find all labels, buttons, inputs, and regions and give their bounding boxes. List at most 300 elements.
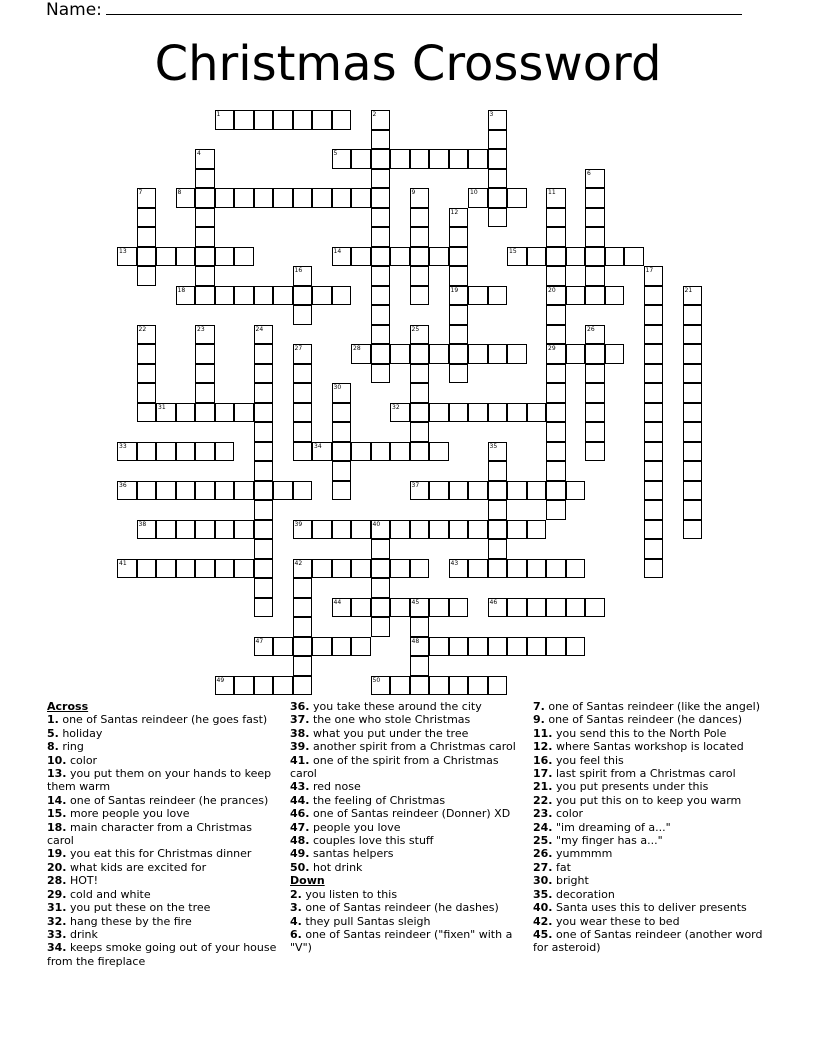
grid-cell[interactable] bbox=[683, 481, 703, 501]
grid-cell[interactable] bbox=[449, 481, 469, 501]
grid-cell[interactable] bbox=[566, 247, 586, 267]
grid-cell[interactable] bbox=[332, 403, 352, 423]
grid-cell[interactable] bbox=[195, 344, 215, 364]
grid-cell[interactable] bbox=[332, 286, 352, 306]
grid-cell[interactable] bbox=[254, 578, 274, 598]
grid-cell[interactable] bbox=[488, 676, 508, 696]
grid-cell[interactable] bbox=[449, 266, 469, 286]
grid-cell[interactable] bbox=[507, 247, 527, 267]
grid-cell[interactable] bbox=[585, 208, 605, 228]
grid-cell[interactable] bbox=[293, 383, 313, 403]
grid-cell[interactable] bbox=[254, 383, 274, 403]
grid-cell[interactable] bbox=[546, 383, 566, 403]
grid-cell[interactable] bbox=[332, 247, 352, 267]
grid-cell[interactable] bbox=[546, 208, 566, 228]
grid-cell[interactable] bbox=[683, 286, 703, 306]
grid-cell[interactable] bbox=[429, 442, 449, 462]
grid-cell[interactable] bbox=[293, 598, 313, 618]
grid-cell[interactable] bbox=[410, 227, 430, 247]
grid-cell[interactable] bbox=[156, 442, 176, 462]
grid-cell[interactable] bbox=[683, 403, 703, 423]
grid-cell[interactable] bbox=[234, 110, 254, 130]
grid-cell[interactable] bbox=[410, 188, 430, 208]
grid-cell[interactable] bbox=[332, 520, 352, 540]
grid-cell[interactable] bbox=[410, 676, 430, 696]
grid-cell[interactable] bbox=[605, 286, 625, 306]
grid-cell[interactable] bbox=[390, 403, 410, 423]
grid-cell[interactable] bbox=[137, 442, 157, 462]
grid-cell[interactable] bbox=[449, 208, 469, 228]
grid-cell[interactable] bbox=[273, 188, 293, 208]
grid-cell[interactable] bbox=[293, 110, 313, 130]
grid-cell[interactable] bbox=[585, 422, 605, 442]
grid-cell[interactable] bbox=[683, 325, 703, 345]
grid-cell[interactable] bbox=[156, 247, 176, 267]
grid-cell[interactable] bbox=[429, 344, 449, 364]
grid-cell[interactable] bbox=[293, 344, 313, 364]
grid-cell[interactable] bbox=[546, 403, 566, 423]
grid-cell[interactable] bbox=[644, 364, 664, 384]
grid-cell[interactable] bbox=[332, 637, 352, 657]
grid-cell[interactable] bbox=[449, 364, 469, 384]
grid-cell[interactable] bbox=[566, 481, 586, 501]
grid-cell[interactable] bbox=[293, 422, 313, 442]
grid-cell[interactable] bbox=[546, 344, 566, 364]
grid-cell[interactable] bbox=[371, 110, 391, 130]
grid-cell[interactable] bbox=[644, 344, 664, 364]
grid-cell[interactable] bbox=[176, 403, 196, 423]
grid-cell[interactable] bbox=[507, 403, 527, 423]
grid-cell[interactable] bbox=[176, 481, 196, 501]
grid-cell[interactable] bbox=[488, 637, 508, 657]
grid-cell[interactable] bbox=[410, 403, 430, 423]
grid-cell[interactable] bbox=[254, 559, 274, 579]
grid-cell[interactable] bbox=[351, 149, 371, 169]
grid-cell[interactable] bbox=[156, 403, 176, 423]
grid-cell[interactable] bbox=[351, 247, 371, 267]
grid-cell[interactable] bbox=[507, 520, 527, 540]
grid-cell[interactable] bbox=[254, 110, 274, 130]
grid-cell[interactable] bbox=[644, 559, 664, 579]
grid-cell[interactable] bbox=[351, 442, 371, 462]
grid-cell[interactable] bbox=[468, 637, 488, 657]
grid-cell[interactable] bbox=[644, 383, 664, 403]
grid-cell[interactable] bbox=[137, 344, 157, 364]
grid-cell[interactable] bbox=[683, 461, 703, 481]
grid-cell[interactable] bbox=[507, 481, 527, 501]
grid-cell[interactable] bbox=[585, 169, 605, 189]
grid-cell[interactable] bbox=[429, 247, 449, 267]
grid-cell[interactable] bbox=[585, 227, 605, 247]
grid-cell[interactable] bbox=[488, 208, 508, 228]
grid-cell[interactable] bbox=[683, 422, 703, 442]
grid-cell[interactable] bbox=[351, 559, 371, 579]
grid-cell[interactable] bbox=[410, 364, 430, 384]
grid-cell[interactable] bbox=[176, 188, 196, 208]
grid-cell[interactable] bbox=[566, 598, 586, 618]
grid-cell[interactable] bbox=[390, 598, 410, 618]
grid-cell[interactable] bbox=[429, 403, 449, 423]
grid-cell[interactable] bbox=[254, 520, 274, 540]
grid-cell[interactable] bbox=[410, 481, 430, 501]
grid-cell[interactable] bbox=[332, 461, 352, 481]
grid-cell[interactable] bbox=[195, 442, 215, 462]
grid-cell[interactable] bbox=[410, 598, 430, 618]
grid-cell[interactable] bbox=[507, 559, 527, 579]
grid-cell[interactable] bbox=[371, 559, 391, 579]
grid-cell[interactable] bbox=[137, 403, 157, 423]
grid-cell[interactable] bbox=[546, 481, 566, 501]
grid-cell[interactable] bbox=[410, 383, 430, 403]
grid-cell[interactable] bbox=[507, 344, 527, 364]
grid-cell[interactable] bbox=[332, 110, 352, 130]
grid-cell[interactable] bbox=[546, 266, 566, 286]
grid-cell[interactable] bbox=[254, 344, 274, 364]
grid-cell[interactable] bbox=[585, 247, 605, 267]
grid-cell[interactable] bbox=[195, 481, 215, 501]
grid-cell[interactable] bbox=[507, 637, 527, 657]
grid-cell[interactable] bbox=[488, 461, 508, 481]
grid-cell[interactable] bbox=[137, 520, 157, 540]
grid-cell[interactable] bbox=[351, 344, 371, 364]
grid-cell[interactable] bbox=[371, 266, 391, 286]
grid-cell[interactable] bbox=[449, 149, 469, 169]
grid-cell[interactable] bbox=[488, 169, 508, 189]
grid-cell[interactable] bbox=[371, 325, 391, 345]
grid-cell[interactable] bbox=[546, 325, 566, 345]
grid-cell[interactable] bbox=[605, 247, 625, 267]
grid-cell[interactable] bbox=[566, 286, 586, 306]
grid-cell[interactable] bbox=[371, 617, 391, 637]
grid-cell[interactable] bbox=[468, 559, 488, 579]
grid-cell[interactable] bbox=[410, 208, 430, 228]
grid-cell[interactable] bbox=[683, 364, 703, 384]
grid-cell[interactable] bbox=[312, 442, 332, 462]
grid-cell[interactable] bbox=[644, 422, 664, 442]
grid-cell[interactable] bbox=[507, 188, 527, 208]
grid-cell[interactable] bbox=[293, 364, 313, 384]
grid-cell[interactable] bbox=[644, 266, 664, 286]
grid-cell[interactable] bbox=[195, 325, 215, 345]
grid-cell[interactable] bbox=[371, 169, 391, 189]
grid-cell[interactable] bbox=[254, 539, 274, 559]
grid-cell[interactable] bbox=[410, 442, 430, 462]
grid-cell[interactable] bbox=[254, 422, 274, 442]
grid-cell[interactable] bbox=[137, 266, 157, 286]
grid-cell[interactable] bbox=[546, 188, 566, 208]
grid-cell[interactable] bbox=[215, 110, 235, 130]
grid-cell[interactable] bbox=[371, 227, 391, 247]
grid-cell[interactable] bbox=[195, 208, 215, 228]
grid-cell[interactable] bbox=[390, 149, 410, 169]
grid-cell[interactable] bbox=[234, 481, 254, 501]
grid-cell[interactable] bbox=[312, 520, 332, 540]
grid-cell[interactable] bbox=[156, 520, 176, 540]
grid-cell[interactable] bbox=[449, 637, 469, 657]
grid-cell[interactable] bbox=[215, 676, 235, 696]
grid-cell[interactable] bbox=[390, 676, 410, 696]
grid-cell[interactable] bbox=[312, 110, 332, 130]
grid-cell[interactable] bbox=[215, 520, 235, 540]
grid-cell[interactable] bbox=[585, 403, 605, 423]
grid-cell[interactable] bbox=[312, 559, 332, 579]
grid-cell[interactable] bbox=[585, 286, 605, 306]
grid-cell[interactable] bbox=[293, 676, 313, 696]
grid-cell[interactable] bbox=[488, 344, 508, 364]
grid-cell[interactable] bbox=[585, 364, 605, 384]
grid-cell[interactable] bbox=[293, 656, 313, 676]
grid-cell[interactable] bbox=[371, 149, 391, 169]
grid-cell[interactable] bbox=[117, 442, 137, 462]
grid-cell[interactable] bbox=[254, 286, 274, 306]
grid-cell[interactable] bbox=[410, 247, 430, 267]
grid-cell[interactable] bbox=[176, 442, 196, 462]
grid-cell[interactable] bbox=[566, 637, 586, 657]
grid-cell[interactable] bbox=[644, 461, 664, 481]
grid-cell[interactable] bbox=[546, 461, 566, 481]
grid-cell[interactable] bbox=[215, 188, 235, 208]
grid-cell[interactable] bbox=[234, 188, 254, 208]
grid-cell[interactable] bbox=[234, 520, 254, 540]
grid-cell[interactable] bbox=[429, 637, 449, 657]
grid-cell[interactable] bbox=[273, 676, 293, 696]
grid-cell[interactable] bbox=[390, 247, 410, 267]
grid-cell[interactable] bbox=[176, 559, 196, 579]
grid-cell[interactable] bbox=[117, 559, 137, 579]
grid-cell[interactable] bbox=[215, 403, 235, 423]
grid-cell[interactable] bbox=[195, 403, 215, 423]
grid-cell[interactable] bbox=[546, 286, 566, 306]
grid-cell[interactable] bbox=[449, 344, 469, 364]
grid-cell[interactable] bbox=[488, 442, 508, 462]
grid-cell[interactable] bbox=[488, 539, 508, 559]
grid-cell[interactable] bbox=[644, 442, 664, 462]
grid-cell[interactable] bbox=[546, 227, 566, 247]
grid-cell[interactable] bbox=[644, 286, 664, 306]
grid-cell[interactable] bbox=[605, 344, 625, 364]
grid-cell[interactable] bbox=[215, 442, 235, 462]
grid-cell[interactable] bbox=[488, 598, 508, 618]
grid-cell[interactable] bbox=[332, 149, 352, 169]
grid-cell[interactable] bbox=[293, 559, 313, 579]
grid-cell[interactable] bbox=[371, 598, 391, 618]
grid-cell[interactable] bbox=[254, 325, 274, 345]
grid-cell[interactable] bbox=[371, 130, 391, 150]
grid-cell[interactable] bbox=[293, 481, 313, 501]
grid-cell[interactable] bbox=[137, 325, 157, 345]
grid-cell[interactable] bbox=[527, 559, 547, 579]
grid-cell[interactable] bbox=[585, 188, 605, 208]
grid-cell[interactable] bbox=[254, 442, 274, 462]
grid-cell[interactable] bbox=[527, 403, 547, 423]
grid-cell[interactable] bbox=[293, 637, 313, 657]
grid-cell[interactable] bbox=[293, 520, 313, 540]
grid-cell[interactable] bbox=[293, 266, 313, 286]
grid-cell[interactable] bbox=[585, 598, 605, 618]
grid-cell[interactable] bbox=[371, 539, 391, 559]
grid-cell[interactable] bbox=[195, 169, 215, 189]
grid-cell[interactable] bbox=[137, 188, 157, 208]
grid-cell[interactable] bbox=[410, 656, 430, 676]
grid-cell[interactable] bbox=[410, 344, 430, 364]
grid-cell[interactable] bbox=[488, 559, 508, 579]
grid-cell[interactable] bbox=[390, 520, 410, 540]
grid-cell[interactable] bbox=[468, 188, 488, 208]
grid-cell[interactable] bbox=[332, 598, 352, 618]
grid-cell[interactable] bbox=[293, 617, 313, 637]
grid-cell[interactable] bbox=[585, 383, 605, 403]
grid-cell[interactable] bbox=[254, 461, 274, 481]
grid-cell[interactable] bbox=[585, 344, 605, 364]
grid-cell[interactable] bbox=[195, 559, 215, 579]
grid-cell[interactable] bbox=[254, 676, 274, 696]
grid-cell[interactable] bbox=[585, 442, 605, 462]
grid-cell[interactable] bbox=[332, 442, 352, 462]
grid-cell[interactable] bbox=[546, 247, 566, 267]
grid-cell[interactable] bbox=[390, 344, 410, 364]
grid-cell[interactable] bbox=[293, 403, 313, 423]
grid-cell[interactable] bbox=[332, 383, 352, 403]
grid-cell[interactable] bbox=[683, 344, 703, 364]
grid-cell[interactable] bbox=[527, 520, 547, 540]
grid-cell[interactable] bbox=[683, 305, 703, 325]
grid-cell[interactable] bbox=[195, 286, 215, 306]
grid-cell[interactable] bbox=[449, 305, 469, 325]
grid-cell[interactable] bbox=[254, 481, 274, 501]
grid-cell[interactable] bbox=[254, 364, 274, 384]
grid-cell[interactable] bbox=[371, 344, 391, 364]
grid-cell[interactable] bbox=[273, 637, 293, 657]
grid-cell[interactable] bbox=[449, 403, 469, 423]
grid-cell[interactable] bbox=[546, 305, 566, 325]
grid-cell[interactable] bbox=[488, 188, 508, 208]
grid-cell[interactable] bbox=[156, 481, 176, 501]
grid-cell[interactable] bbox=[137, 364, 157, 384]
grid-cell[interactable] bbox=[429, 676, 449, 696]
grid-cell[interactable] bbox=[468, 286, 488, 306]
grid-cell[interactable] bbox=[390, 442, 410, 462]
grid-cell[interactable] bbox=[312, 188, 332, 208]
grid-cell[interactable] bbox=[429, 520, 449, 540]
grid-cell[interactable] bbox=[293, 188, 313, 208]
grid-cell[interactable] bbox=[683, 383, 703, 403]
grid-cell[interactable] bbox=[273, 286, 293, 306]
grid-cell[interactable] bbox=[312, 637, 332, 657]
grid-cell[interactable] bbox=[195, 247, 215, 267]
grid-cell[interactable] bbox=[137, 208, 157, 228]
grid-cell[interactable] bbox=[644, 539, 664, 559]
grid-cell[interactable] bbox=[585, 266, 605, 286]
grid-cell[interactable] bbox=[410, 422, 430, 442]
grid-cell[interactable] bbox=[293, 578, 313, 598]
grid-cell[interactable] bbox=[312, 286, 332, 306]
grid-cell[interactable] bbox=[215, 247, 235, 267]
grid-cell[interactable] bbox=[410, 559, 430, 579]
grid-cell[interactable] bbox=[488, 149, 508, 169]
grid-cell[interactable] bbox=[371, 208, 391, 228]
grid-cell[interactable] bbox=[527, 637, 547, 657]
grid-cell[interactable] bbox=[488, 286, 508, 306]
grid-cell[interactable] bbox=[410, 286, 430, 306]
grid-cell[interactable] bbox=[215, 286, 235, 306]
grid-cell[interactable] bbox=[644, 403, 664, 423]
grid-cell[interactable] bbox=[644, 500, 664, 520]
grid-cell[interactable] bbox=[254, 403, 274, 423]
grid-cell[interactable] bbox=[410, 520, 430, 540]
grid-cell[interactable] bbox=[176, 286, 196, 306]
grid-cell[interactable] bbox=[410, 637, 430, 657]
grid-cell[interactable] bbox=[371, 364, 391, 384]
grid-cell[interactable] bbox=[410, 266, 430, 286]
grid-cell[interactable] bbox=[195, 266, 215, 286]
grid-cell[interactable] bbox=[449, 559, 469, 579]
grid-cell[interactable] bbox=[293, 305, 313, 325]
grid-cell[interactable] bbox=[488, 130, 508, 150]
grid-cell[interactable] bbox=[254, 188, 274, 208]
grid-cell[interactable] bbox=[332, 559, 352, 579]
grid-cell[interactable] bbox=[293, 286, 313, 306]
grid-cell[interactable] bbox=[683, 442, 703, 462]
grid-cell[interactable] bbox=[117, 481, 137, 501]
grid-cell[interactable] bbox=[449, 227, 469, 247]
grid-cell[interactable] bbox=[488, 520, 508, 540]
grid-cell[interactable] bbox=[254, 598, 274, 618]
grid-cell[interactable] bbox=[195, 520, 215, 540]
grid-cell[interactable] bbox=[527, 598, 547, 618]
grid-cell[interactable] bbox=[234, 403, 254, 423]
grid-cell[interactable] bbox=[351, 637, 371, 657]
grid-cell[interactable] bbox=[566, 559, 586, 579]
grid-cell[interactable] bbox=[429, 598, 449, 618]
grid-cell[interactable] bbox=[546, 559, 566, 579]
grid-cell[interactable] bbox=[546, 364, 566, 384]
grid-cell[interactable] bbox=[273, 481, 293, 501]
grid-cell[interactable] bbox=[234, 286, 254, 306]
grid-cell[interactable] bbox=[449, 598, 469, 618]
grid-cell[interactable] bbox=[449, 325, 469, 345]
grid-cell[interactable] bbox=[195, 227, 215, 247]
grid-cell[interactable] bbox=[488, 500, 508, 520]
grid-cell[interactable] bbox=[585, 325, 605, 345]
grid-cell[interactable] bbox=[371, 286, 391, 306]
grid-cell[interactable] bbox=[234, 559, 254, 579]
grid-cell[interactable] bbox=[644, 305, 664, 325]
grid-cell[interactable] bbox=[234, 247, 254, 267]
grid-cell[interactable] bbox=[429, 149, 449, 169]
grid-cell[interactable] bbox=[410, 617, 430, 637]
grid-cell[interactable] bbox=[137, 247, 157, 267]
grid-cell[interactable] bbox=[351, 598, 371, 618]
grid-cell[interactable] bbox=[468, 520, 488, 540]
grid-cell[interactable] bbox=[137, 481, 157, 501]
grid-cell[interactable] bbox=[195, 383, 215, 403]
grid-cell[interactable] bbox=[215, 481, 235, 501]
grid-cell[interactable] bbox=[137, 227, 157, 247]
grid-cell[interactable] bbox=[215, 559, 235, 579]
grid-cell[interactable] bbox=[468, 481, 488, 501]
grid-cell[interactable] bbox=[527, 247, 547, 267]
grid-cell[interactable] bbox=[683, 500, 703, 520]
grid-cell[interactable] bbox=[351, 520, 371, 540]
grid-cell[interactable] bbox=[137, 559, 157, 579]
grid-cell[interactable] bbox=[546, 500, 566, 520]
grid-cell[interactable] bbox=[488, 481, 508, 501]
grid-cell[interactable] bbox=[195, 149, 215, 169]
grid-cell[interactable] bbox=[234, 676, 254, 696]
grid-cell[interactable] bbox=[644, 481, 664, 501]
grid-cell[interactable] bbox=[507, 598, 527, 618]
grid-cell[interactable] bbox=[644, 520, 664, 540]
